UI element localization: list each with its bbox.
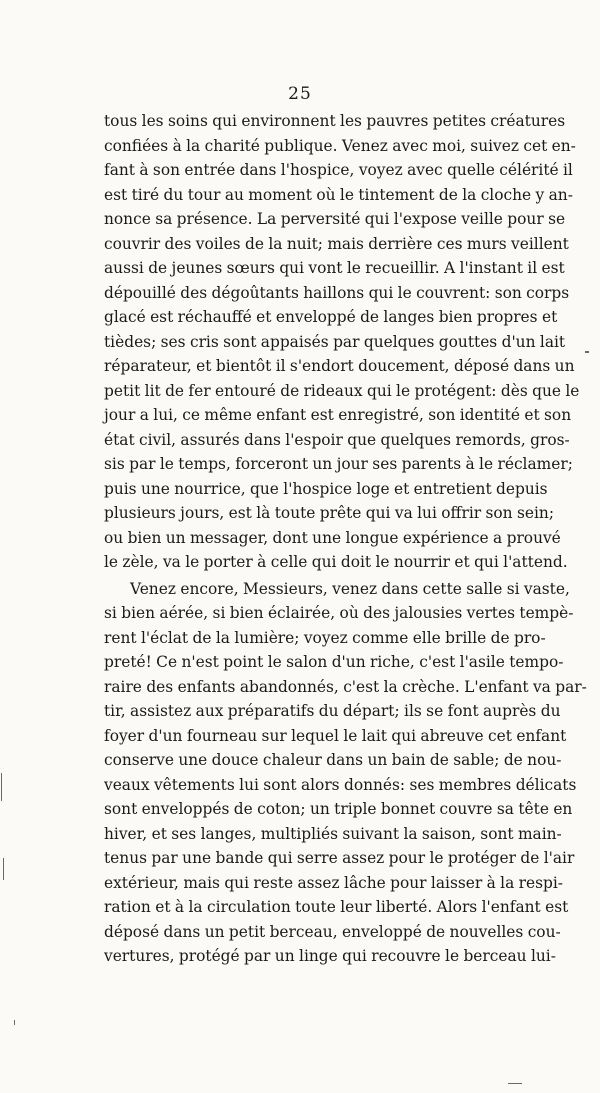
text-line: couvrir des voiles de la nuit; mais derrière ces murs veillent (104, 234, 569, 253)
text-line: puis une nourrice, que l'hospice loge et entretient depuis (104, 479, 548, 498)
margin-scan-mark (3, 858, 4, 880)
text-line: jour a lui, ce même enfant est enregistré, son identité et son (104, 406, 572, 424)
margin-scan-mark (14, 1020, 15, 1025)
text-line: foyer d'un fourneau sur lequel le lait qui abreuve cet enfant (104, 726, 567, 745)
margin-scan-mark (1, 773, 2, 801)
text-line: conserve une douce chaleur dans un bain de sable; de nou- (104, 751, 562, 769)
text-line: tenus par une bande qui serre assez pour le protéger de l'air (104, 849, 575, 867)
text-line: plusieurs jours, est là toute prête qui va lui offrir son sein; (104, 504, 555, 522)
text-line: sont enveloppés de coton; un triple bonnet couvre sa tête en (104, 800, 573, 818)
text-line: déposé dans un petit berceau, enveloppé de nouvelles cou- (104, 922, 561, 941)
text-line: glacé est réchauffé et enveloppé de langes bien propres et (104, 308, 558, 326)
text-line: nonce sa présence. La perversité qui l'expose veille pour se (104, 210, 566, 228)
paragraph (104, 109, 580, 575)
text-line: dépouillé des dégoûtants haillons qui le couvrent: son corps (104, 283, 570, 302)
text-line: est tiré du tour au moment où le tintement de la cloche y an- (104, 185, 573, 204)
text-line: Venez encore, Messieurs, venez dans cette salle si vaste, (130, 579, 570, 598)
text-line: fant à son entrée dans l'hospice, voyez avec quelle célérité il (104, 161, 573, 179)
page-number: 25 (288, 84, 312, 104)
text-line: tièdes; ses cris sont appaisés par quelques gouttes d'un lait (104, 332, 566, 351)
text-line: ou bien un messager, dont une longue expérience a prouvé (104, 528, 561, 547)
text-line: réparateur, et bientôt il s'endort doucement, déposé dans un (104, 357, 575, 375)
text-line: extérieur, mais qui reste assez lâche pour laisser à la respi- (104, 873, 564, 892)
text-line: sis par le temps, forceront un jour ses parents à le réclamer; (104, 455, 573, 473)
text-line: tous les soins qui environnent les pauvres petites créatures (104, 112, 566, 130)
text-line: confiées à la charité publique. Venez avec moi, suivez cet en- (104, 136, 576, 155)
margin-tick-mark (585, 351, 589, 353)
text-line: le zèle, va le porter à celle qui doit le nourrir et qui l'attend. (104, 553, 568, 571)
body-text (104, 109, 587, 969)
text-line: vertures, protégé par un linge qui recouvre le berceau lui- (104, 947, 556, 965)
text-line: raire des enfants abandonnés, c'est la crèche. L'enfant va par- (104, 677, 587, 696)
text-line: hiver, et ses langes, multipliés suivant la saison, sont main- (104, 824, 562, 843)
text-line: petit lit de fer entouré de rideaux qui le protégent: dès que le (104, 381, 580, 400)
text-line: veaux vêtements lui sont alors donnés: ses membres délicats (104, 775, 577, 794)
paragraph (104, 577, 587, 969)
text-line: si bien aérée, si bien éclairée, où des jalousies vertes tempè- (104, 604, 574, 622)
text-line: état civil, assurés dans l'espoir que quelques remords, gros- (104, 430, 570, 449)
text-line: preté! Ce n'est point le salon d'un riche, c'est l'asile tempo- (104, 653, 564, 671)
text-line: rent l'éclat de la lumière; voyez comme elle brille de pro- (104, 628, 546, 647)
text-line: ration et à la circulation toute leur liberté. Alors l'enfant est (104, 898, 569, 916)
text-line: tir, assistez aux préparatifs du départ; ils se font auprès du (104, 702, 561, 720)
bottom-edge-mark (508, 1083, 522, 1084)
text-line: aussi de jeunes sœurs qui vont le recueillir. A l'instant il est (104, 259, 565, 277)
